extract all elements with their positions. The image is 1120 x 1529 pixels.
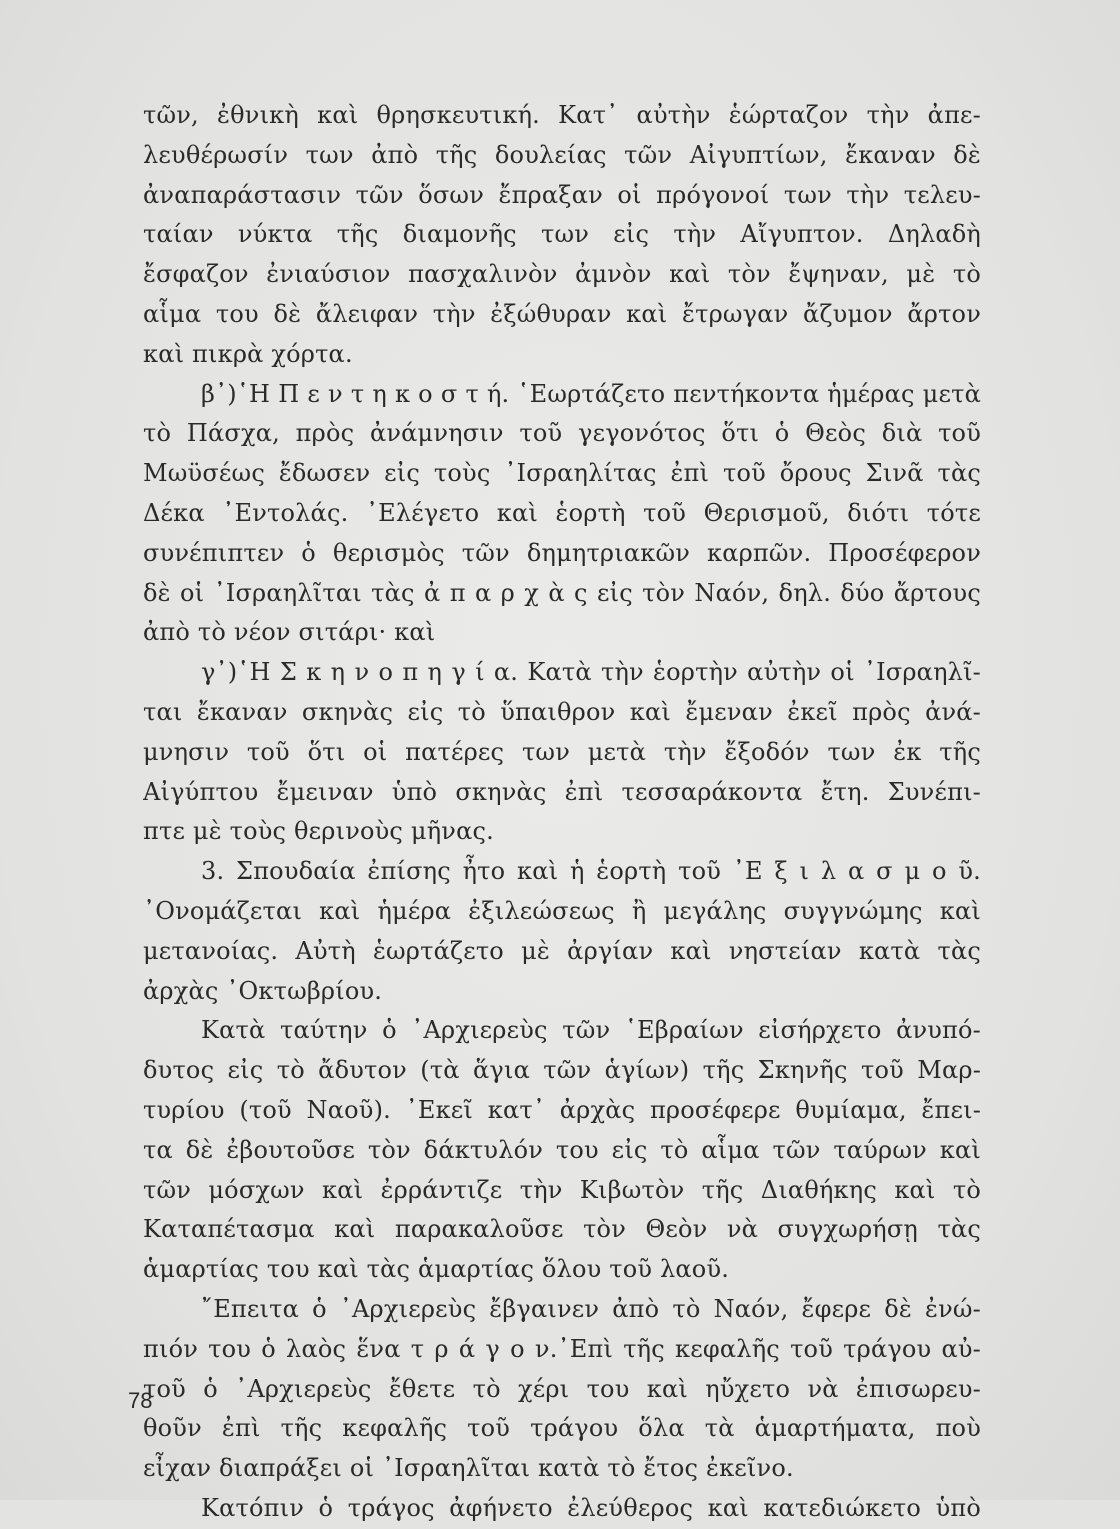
text-line: τῶν, ἐθνικὴ καὶ θρησκευτική. Κατ᾽ αὐτὴν ἑώρταζον τὴν ἀπε-: [143, 101, 981, 129]
text-line: Δέκα ᾽Εντολάς. ᾽Ελέγετο καὶ ἑορτὴ τοῦ Θερισμοῦ, διότι τότε: [143, 498, 981, 527]
text-line: μετανοίας. Αὐτὴ ἑωρτάζετο μὲ ἀργίαν καὶ νηστείαν κατὰ τὰς: [143, 936, 981, 965]
text-line: ἀπὸ τὸ νέον σιτάρι· καὶ: [143, 618, 436, 647]
text-line: Κατόπιν ὁ τράγος ἀφήνετο ἐλεύθερος καὶ κατεδιώκετο ὑπὸ: [201, 1493, 981, 1522]
text-line: 3. Σπουδαία ἐπίσης ἦτο καὶ ἡ ἑορτὴ τοῦ ᾽Ε ξ ι λ α σ μ ο ῦ.: [201, 857, 981, 886]
text-line: τυρίου (τοῦ Ναοῦ). ᾽Εκεῖ κατ᾽ ἀρχὰς προσέφερε θυμίαμα, ἔπει-: [143, 1095, 981, 1124]
text-line: λευθέρωσίν των ἀπὸ τῆς δουλείας τῶν Αἰγυπτίων, ἔκαναν δὲ: [143, 140, 981, 169]
page-number: 78: [128, 1388, 153, 1413]
text-line: πιόν του ὁ λαὸς ἕνα τ ρ ά γ ο ν.᾽Επὶ τῆς κεφαλῆς τοῦ τράγου αὐ-: [143, 1334, 981, 1363]
text-line: Κατὰ ταύτην ὁ ᾽Αρχιερεὺς τῶν ῾Εβραίων εἰσήρχετο ἀνυπό-: [201, 1016, 981, 1045]
body-text: [143, 96, 981, 1529]
text-line: τοῦ ὁ ᾽Αρχιερεὺς ἔθετε τὸ χέρι του καὶ ηὔχετο νὰ ἐπισωρευ-: [143, 1374, 981, 1403]
text-line: ἔσφαζον ἐνιαύσιον πασχαλινὸν ἀμνὸν καὶ τὸν ἔψηναν, μὲ τὸ: [143, 260, 981, 289]
text-line: γ᾽)῾Η Σ κ η ν ο π η γ ί α. Κατὰ τὴν ἑορτὴν αὐτὴν οἱ ᾽Ισραηλῖ-: [201, 658, 981, 687]
text-line: δυτος εἰς τὸ ἄδυτον (τὰ ἅγια τῶν ἁγίων) τῆς Σκηνῆς τοῦ Μαρ-: [143, 1056, 981, 1085]
text-line: τα δὲ ἐβουτοῦσε τὸν δάκτυλόν του εἰς τὸ αἷμα τῶν ταύρων καὶ: [143, 1135, 981, 1164]
text-line: ται ἔκαναν σκηνὰς εἰς τὸ ὕπαιθρον καὶ ἔμεναν ἐκεῖ πρὸς ἀνά-: [143, 697, 981, 726]
text-line: αἷμα του δὲ ἄλειφαν τὴν ἐξώθυραν καὶ ἔτρωγαν ἄζυμον ἄρτον: [143, 299, 981, 328]
text-line: τῶν μόσχων καὶ ἐρράντιζε τὴν Κιβωτὸν τῆς Διαθήκης καὶ τὸ: [143, 1175, 981, 1204]
text-line: συνέπιπτεν ὁ θερισμὸς τῶν δημητριακῶν καρπῶν. Προσέφερον: [143, 538, 981, 567]
text-line: πτε μὲ τοὺς θερινοὺς μῆνας.: [143, 817, 494, 846]
text-line: θοῦν ἐπὶ τῆς κεφαλῆς τοῦ τράγου ὅλα τὰ ἁμαρτήματα, ποὺ: [143, 1414, 981, 1443]
text-line: β᾽)῾Η Π ε ν τ η κ ο σ τ ή. ῾Εωρτάζετο πεντήκοντα ἡμέρας μετὰ: [201, 379, 981, 408]
text-line: ᾽Ονομάζεται καὶ ἡμέρα ἐξιλεώσεως ἢ μεγάλης συγγνώμης καὶ: [143, 896, 981, 925]
text-line: δὲ οἱ ᾽Ισραηλῖται τὰς ἀ π α ρ χ ὰ ς εἰς τὸν Ναόν, δηλ. δύο ἄρτους: [143, 578, 981, 607]
text-line: Μωϋσέως ἔδωσεν εἰς τοὺς ᾽Ισραηλίτας ἐπὶ τοῦ ὄρους Σινᾶ τὰς: [143, 459, 981, 488]
text-line: ἀρχὰς ᾽Οκτωβρίου.: [143, 976, 383, 1005]
text-line: Αἰγύπτου ἔμειναν ὑπὸ σκηνὰς ἐπὶ τεσσαράκοντα ἔτη. Συνέπι-: [143, 777, 981, 806]
text-line: καὶ πικρὰ χόρτα.: [143, 339, 353, 368]
text-line: ἁμαρτίας του καὶ τὰς ἁμαρτίας ὅλου τοῦ λαοῦ.: [143, 1255, 730, 1284]
text-line: Καταπέτασμα καὶ παρακαλοῦσε τὸν Θεὸν νὰ συγχωρήσῃ τὰς: [143, 1215, 981, 1244]
text-line: ταίαν νύκτα τῆς διαμονῆς των εἰς τὴν Αἴγυπτον. Δηλαδὴ: [143, 220, 981, 249]
text-line: ἀναπαράστασιν τῶν ὅσων ἔπραξαν οἱ πρόγονοί των τὴν τελευ-: [143, 180, 981, 209]
text-line: τὸ Πάσχα, πρὸς ἀνάμνησιν τοῦ γεγονότος ὅτι ὁ Θεὸς διὰ τοῦ: [143, 419, 981, 448]
text-line: ῎Επειτα ὁ ᾽Αρχιερεὺς ἔβγαινεν ἀπὸ τὸ Ναόν, ἔφερε δὲ ἐνώ-: [201, 1294, 981, 1323]
text-line: εἶχαν διαπράξει οἱ ᾽Ισραηλῖται κατὰ τὸ ἔτος ἐκεῖνο.: [143, 1454, 794, 1483]
text-line: μνησιν τοῦ ὅτι οἱ πατέρες των μετὰ τὴν ἔξοδόν των ἐκ τῆς: [143, 737, 981, 766]
